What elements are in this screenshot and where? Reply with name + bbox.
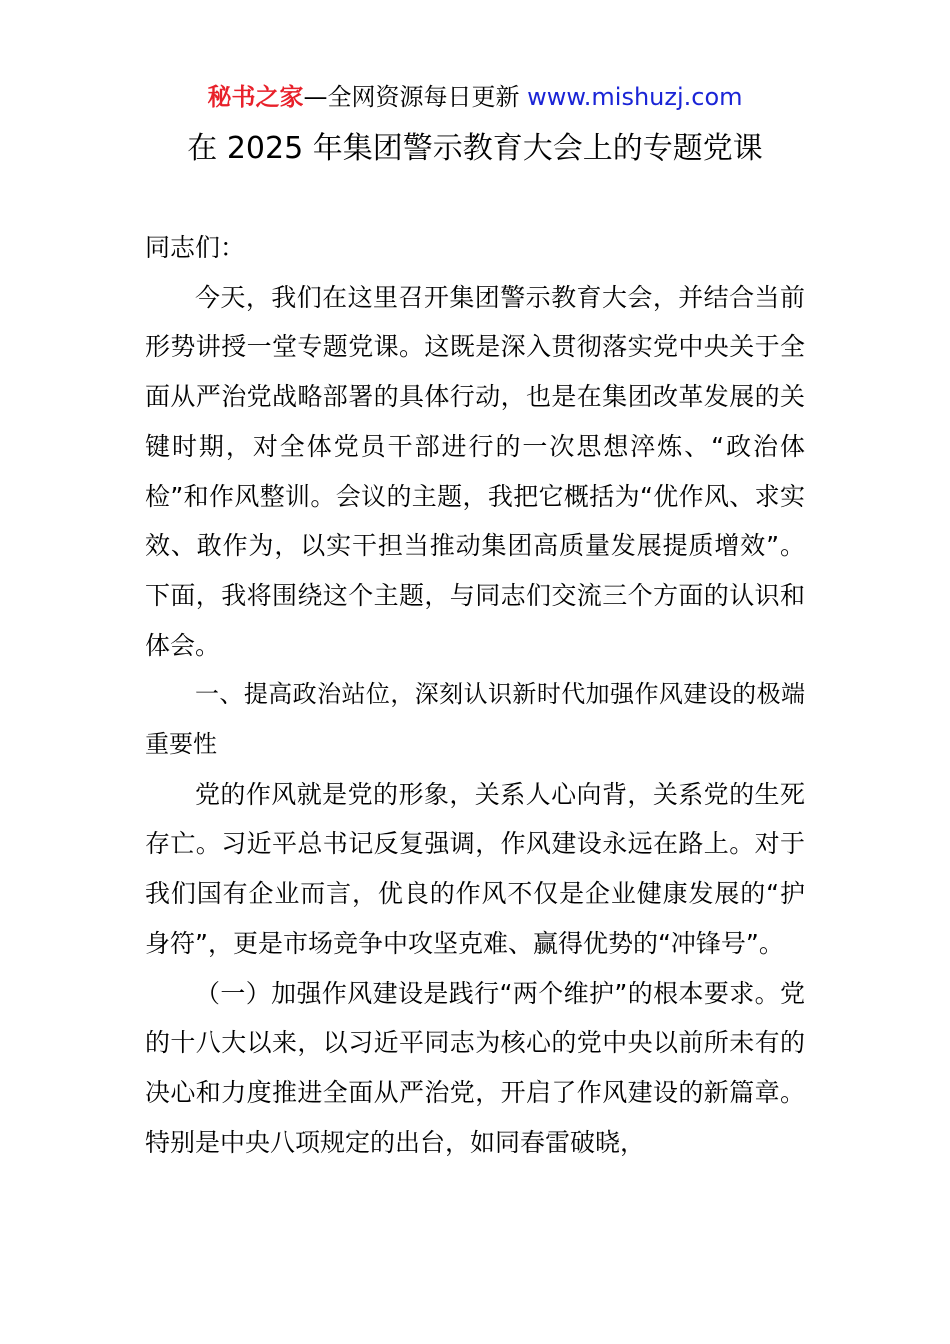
document-title: 在 2025 年集团警示教育大会上的专题党课 — [187, 131, 763, 166]
site-url-link[interactable]: www.mishuzj.com — [527, 83, 743, 111]
paragraph-intro: 今天，我们在这里召开集团警示教育大会，并结合当前形势讲授一堂专题党课。这既是深入贯彻落实党中央关于全面从严治党战略部署的具体行动，也是在集团改革发展的关键时期，对全体党员干部进行的一次思想淬炼、“政治体检”和作风整训。会议的主题，我把它概括为“优作风、求实效、敢作为，以实干担当推动集团高质量发展提质增效”。下面，我将围绕这个主题，与同志们交流三个方面的认识和体会。 — [145, 282, 805, 660]
salutation: 同志们： — [145, 233, 246, 262]
paragraph-section-1: 党的作风就是党的形象，关系人心向背，关系党的生死存亡。习近平总书记反复强调，作风建设永远在路上。对于我们国有企业而言，优良的作风不仅是企业健康发展的“护身符”，更是市场竞争中攻坚克难、赢得优势的“冲锋号”。 — [145, 779, 805, 958]
paragraph-subsection-1: （一）加强作风建设是践行“两个维护”的根本要求。党的十八大以来，以习近平同志为核心的党中央以前所未有的决心和力度推进全面从严治党，开启了作风建设的新篇章。特别是中央八项规定的出台，如同春雷破晓， — [145, 978, 805, 1157]
brand-slogan: —全网资源每日更新 — [303, 83, 520, 111]
section-heading-1: 一、提高政治站位，深刻认识新时代加强作风建设的极端重要性 — [145, 680, 805, 759]
brand-name: 秘书之家 — [207, 83, 304, 111]
document-body — [145, 223, 805, 1167]
site-header — [0, 80, 950, 114]
